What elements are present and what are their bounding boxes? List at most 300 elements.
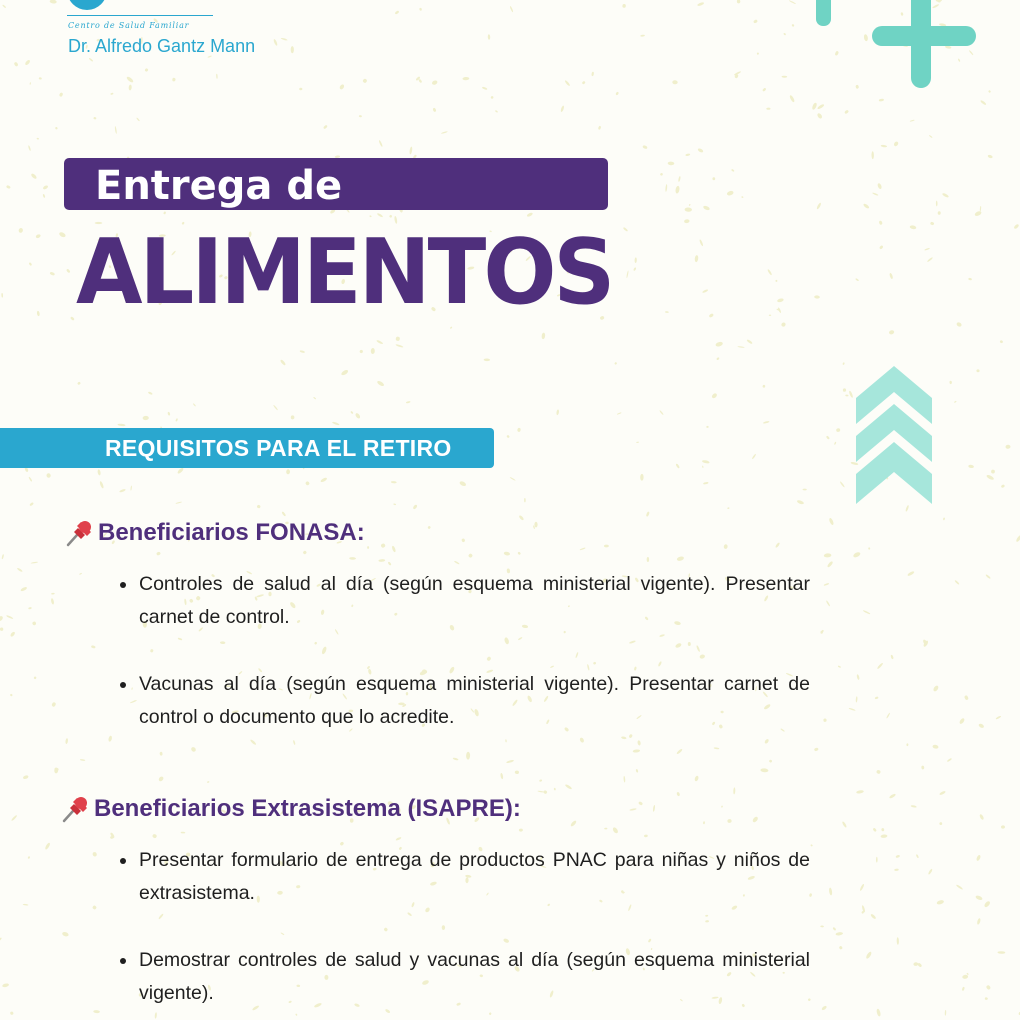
speckle <box>517 428 521 432</box>
speckle <box>66 268 71 273</box>
section-isapre-heading <box>60 794 521 824</box>
speckle <box>190 746 197 753</box>
speckle <box>377 213 384 218</box>
speckle <box>31 561 39 563</box>
logo-subtitle: Centro de Salud Familiar <box>68 21 190 30</box>
speckle <box>872 827 876 832</box>
speckle <box>893 141 899 147</box>
speckle <box>979 814 984 821</box>
speckle <box>128 84 131 90</box>
speckle <box>441 131 448 134</box>
speckle <box>676 748 683 754</box>
speckle <box>966 973 969 976</box>
speckle <box>154 1012 157 1019</box>
speckle <box>962 987 965 991</box>
speckle <box>293 740 296 745</box>
speckle <box>642 145 648 150</box>
speckle <box>727 819 732 823</box>
speckle <box>737 346 744 348</box>
speckle <box>117 423 125 426</box>
speckle <box>836 428 841 432</box>
speckle <box>359 349 363 353</box>
speckle <box>491 96 494 99</box>
speckle <box>956 884 964 890</box>
speckle <box>886 712 890 718</box>
speckle <box>23 904 29 906</box>
speckle <box>889 273 893 280</box>
speckle <box>871 151 874 159</box>
speckle <box>820 925 824 927</box>
speckle <box>14 61 19 66</box>
speckle <box>959 717 966 724</box>
speckle <box>454 560 460 564</box>
speckle <box>43 194 46 198</box>
plus-cross-icon <box>810 0 990 100</box>
speckle <box>844 109 849 114</box>
speckle <box>909 225 916 230</box>
speckle <box>709 313 714 318</box>
speckle <box>962 974 968 979</box>
speckle <box>369 215 372 217</box>
speckle <box>721 805 723 807</box>
speckle <box>976 854 982 861</box>
speckle <box>626 270 629 278</box>
speckle <box>976 369 980 372</box>
speckle <box>393 503 396 505</box>
speckle <box>519 828 523 832</box>
speckle <box>412 504 417 510</box>
speckle <box>505 739 507 742</box>
speckle <box>136 117 140 121</box>
speckle <box>332 421 340 426</box>
speckle <box>637 740 641 746</box>
speckle <box>1001 484 1006 488</box>
speckle <box>636 769 639 773</box>
speckle <box>504 551 511 556</box>
speckle <box>37 311 40 317</box>
speckle <box>506 759 514 763</box>
speckle <box>291 46 294 53</box>
speckle <box>349 557 356 560</box>
speckle <box>823 718 827 722</box>
speckle <box>11 815 18 822</box>
speckle <box>450 326 453 329</box>
speckle <box>367 546 369 549</box>
speckle <box>928 868 933 875</box>
speckle <box>826 435 830 439</box>
speckle <box>986 474 995 481</box>
speckle <box>32 621 37 626</box>
speckle <box>2 4 6 8</box>
speckle <box>703 205 711 211</box>
speckle <box>10 631 16 637</box>
speckle <box>273 405 278 411</box>
speckle <box>80 759 86 761</box>
speckle <box>371 348 375 354</box>
speckle <box>675 463 680 468</box>
speckle <box>114 126 117 134</box>
speckle <box>929 135 933 138</box>
speckle <box>832 927 836 931</box>
speckle <box>97 469 101 475</box>
speckle <box>835 932 843 936</box>
speckle <box>34 676 37 679</box>
speckle <box>172 78 176 82</box>
speckle <box>932 685 939 693</box>
speckle <box>378 140 383 147</box>
speckle <box>644 834 648 837</box>
speckle <box>942 192 949 198</box>
speckle <box>1013 223 1019 229</box>
speckle <box>828 517 834 525</box>
speckle <box>753 19 758 24</box>
speckle <box>938 211 941 215</box>
speckle <box>995 715 1001 719</box>
speckle <box>829 887 833 895</box>
speckle <box>1 554 4 559</box>
speckle <box>999 340 1003 344</box>
speckle <box>633 749 641 753</box>
speckle <box>826 600 831 606</box>
speckle <box>419 8 422 11</box>
speckle <box>0 627 3 631</box>
logo-divider <box>67 15 213 16</box>
speckle <box>564 80 570 87</box>
speckle <box>703 482 709 485</box>
speckle <box>638 801 643 806</box>
speckle <box>870 913 877 919</box>
speckle <box>839 481 845 488</box>
speckle <box>974 210 982 217</box>
speckle <box>977 918 982 925</box>
speckle <box>156 551 161 555</box>
speckle <box>715 341 723 347</box>
speckle <box>668 161 675 165</box>
speckle <box>856 696 858 702</box>
speckle <box>1015 534 1020 542</box>
speckle <box>769 759 773 763</box>
speckle <box>395 336 400 341</box>
speckle <box>193 403 196 407</box>
speckle <box>889 793 896 799</box>
speckle <box>70 316 75 321</box>
speckle <box>863 610 871 615</box>
speckle <box>875 696 879 699</box>
speckle <box>888 330 894 335</box>
speckle <box>622 4 626 8</box>
speckle <box>821 1005 827 1011</box>
speckle <box>466 752 470 760</box>
speckle <box>615 91 619 95</box>
speckle <box>823 583 829 586</box>
speckle <box>964 695 969 701</box>
speckle <box>604 828 607 830</box>
speckle <box>723 544 728 549</box>
speckle <box>628 734 632 739</box>
speckle <box>978 723 985 729</box>
speckle <box>20 586 27 592</box>
speckle <box>985 574 991 579</box>
speckle <box>216 74 218 79</box>
speckle <box>36 138 39 140</box>
speckle <box>927 257 933 263</box>
speckle <box>617 412 622 415</box>
speckle <box>777 298 784 303</box>
speckle <box>880 834 887 838</box>
speckle <box>876 769 881 774</box>
speckle <box>376 380 384 387</box>
speckle <box>703 821 705 824</box>
speckle <box>355 412 361 419</box>
speckle <box>560 105 564 112</box>
speckle <box>733 787 735 794</box>
speckle <box>879 220 883 225</box>
speckle <box>676 792 680 797</box>
speckle <box>843 388 846 392</box>
list-item: Presentar formulario de entrega de productos PNAC para niñas y niños de extrasistema. <box>118 844 810 910</box>
speckle <box>694 775 699 781</box>
speckle <box>51 593 55 595</box>
speckle <box>453 757 459 760</box>
speckle <box>256 504 260 508</box>
speckle <box>752 454 757 460</box>
speckle <box>897 937 899 945</box>
speckle <box>1 293 3 298</box>
speckle <box>783 33 786 36</box>
speckle <box>175 418 178 422</box>
speckle <box>92 905 97 910</box>
speckle <box>881 145 888 148</box>
speckle <box>91 645 96 649</box>
speckle <box>939 822 942 825</box>
speckle <box>167 412 170 416</box>
speckle <box>684 207 692 212</box>
speckle <box>93 117 96 120</box>
speckle <box>665 184 667 192</box>
speckle <box>29 262 33 266</box>
speckle <box>126 76 134 84</box>
speckle <box>894 869 899 872</box>
logo-name: Dr. Alfredo Gantz Mann <box>68 36 256 56</box>
speckle <box>427 526 431 530</box>
speckle <box>35 234 41 239</box>
speckle <box>350 411 353 414</box>
speckle <box>158 776 164 783</box>
speckle <box>376 340 383 345</box>
speckle <box>489 1012 492 1015</box>
speckle <box>378 559 385 562</box>
speckle <box>895 855 900 859</box>
speckle <box>907 571 915 577</box>
speckle <box>782 76 788 78</box>
speckle <box>647 557 649 562</box>
section-fonasa-heading <box>64 518 365 548</box>
speckle <box>181 832 186 834</box>
speckle <box>142 416 148 421</box>
speckle <box>803 489 807 491</box>
speckle <box>51 702 56 708</box>
chevron-up-icon <box>852 364 936 509</box>
speckle <box>876 1008 881 1016</box>
speckle <box>702 289 709 294</box>
speckle <box>689 204 691 206</box>
speckle <box>660 173 663 176</box>
speckle <box>598 126 601 130</box>
speckle <box>108 735 113 742</box>
speckle <box>845 394 848 396</box>
speckle <box>848 707 855 711</box>
title-line-2: ALIMENTOS <box>76 220 613 325</box>
speckle <box>49 0 56 4</box>
section-heading-text: Beneficiarios Extrasistema (ISAPRE): <box>94 795 521 822</box>
speckle <box>975 895 983 901</box>
speckle <box>99 481 104 489</box>
speckle <box>0 937 2 941</box>
speckle <box>391 481 397 484</box>
speckle <box>2 983 9 988</box>
speckle <box>943 517 946 520</box>
speckle <box>340 369 348 376</box>
speckle <box>852 551 861 558</box>
speckle <box>395 344 403 348</box>
speckle <box>824 553 832 558</box>
speckle <box>775 542 781 548</box>
speckle <box>468 553 473 558</box>
speckle <box>623 227 628 232</box>
speckle <box>517 551 521 555</box>
speckle <box>524 498 526 502</box>
speckle <box>579 737 585 743</box>
speckle <box>727 507 730 509</box>
speckle <box>954 401 957 404</box>
speckle <box>409 146 413 154</box>
speckle <box>856 790 864 794</box>
speckle <box>741 196 743 198</box>
speckle <box>816 112 822 119</box>
speckle <box>731 169 735 172</box>
speckle <box>997 951 1005 954</box>
speckle <box>697 2 704 7</box>
speckle <box>814 295 820 299</box>
speckle <box>789 95 795 103</box>
speckle <box>881 828 884 832</box>
speckle <box>834 442 837 445</box>
speckle <box>634 257 636 263</box>
speckle <box>659 410 664 415</box>
speckle <box>29 82 31 85</box>
speckle <box>44 842 50 850</box>
speckle <box>827 561 834 568</box>
speckle <box>39 77 42 80</box>
speckle <box>119 488 126 492</box>
speckle <box>986 985 991 991</box>
speckle <box>604 545 609 548</box>
speckle <box>980 206 982 211</box>
speckle <box>911 805 917 808</box>
speckle <box>582 81 586 85</box>
speckle <box>872 192 879 196</box>
speckle <box>59 92 64 97</box>
speckle <box>879 245 884 250</box>
speckle <box>380 543 386 548</box>
speckle <box>313 397 316 400</box>
speckle <box>295 1013 298 1016</box>
speckle <box>865 951 872 959</box>
speckle <box>746 339 753 345</box>
speckle <box>299 88 302 91</box>
speckle <box>10 694 13 697</box>
speckle <box>954 580 959 585</box>
speckle <box>646 511 650 517</box>
speckle <box>968 464 974 468</box>
speckle <box>711 392 718 399</box>
list-item: Vacunas al día (según esquema ministerial vigente). Presentar carnet de control o documento que lo acredite. <box>118 668 810 734</box>
speckle <box>389 214 393 218</box>
speckle <box>509 6 513 13</box>
speckle <box>51 598 55 605</box>
speckle <box>947 758 952 763</box>
speckle <box>515 770 519 774</box>
speckle <box>300 350 306 353</box>
speckle <box>58 231 66 238</box>
speckle <box>684 219 690 224</box>
speckle <box>144 68 148 72</box>
speckle <box>924 248 930 251</box>
speckle <box>110 92 113 95</box>
speckle <box>495 110 498 113</box>
speckle <box>859 884 864 892</box>
speckle <box>539 779 542 782</box>
speckle <box>0 615 4 622</box>
speckle <box>764 738 770 744</box>
speckle <box>89 58 94 62</box>
speckle <box>10 1011 14 1015</box>
speckle <box>968 278 972 281</box>
speckle <box>291 415 295 419</box>
speckle <box>697 148 704 154</box>
speckle <box>395 837 401 842</box>
speckle <box>320 477 328 483</box>
speckle <box>323 125 328 130</box>
speckle <box>65 738 68 744</box>
speckle <box>916 854 919 858</box>
speckle <box>796 499 804 505</box>
speckle <box>18 227 23 233</box>
speckle <box>570 820 577 827</box>
speckle <box>789 0 796 5</box>
speckle <box>273 39 278 46</box>
speckle <box>55 127 58 130</box>
speckle <box>757 52 760 55</box>
speckle <box>983 900 991 908</box>
speckle <box>640 34 645 36</box>
speckle <box>506 435 510 439</box>
speckle <box>177 467 185 474</box>
speckle <box>556 409 559 415</box>
speckle <box>814 747 819 751</box>
section-fonasa-list <box>118 568 810 734</box>
speckle <box>856 674 860 680</box>
speckle <box>842 821 848 828</box>
speckle <box>152 833 157 838</box>
speckle <box>685 153 690 156</box>
speckle <box>877 662 884 669</box>
speckle <box>672 80 678 84</box>
speckle <box>518 515 524 521</box>
speckle <box>980 100 987 106</box>
speckle <box>395 10 400 15</box>
speckle <box>17 567 23 572</box>
